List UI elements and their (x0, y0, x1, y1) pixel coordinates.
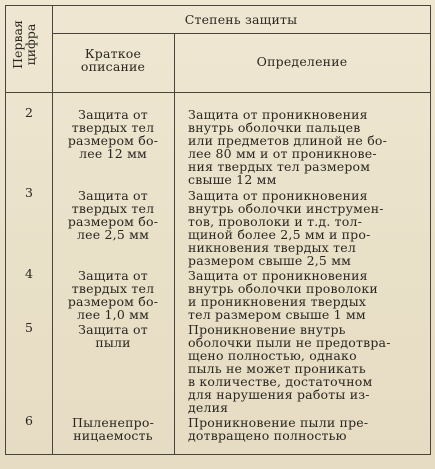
row-short-description: Защита от твердых тел размером бо- лее 2,5 мм (67, 188, 159, 242)
column-divider-2 (174, 33, 175, 455)
table-right-border (430, 5, 431, 455)
header-short-description: Краткое описание (80, 46, 146, 74)
row-digit: 3 (25, 185, 33, 200)
header-protection-degree: Степень защиты (184, 12, 298, 27)
row-short-description: Защита от твердых тел размером бо- лее 1,0 мм (67, 268, 159, 322)
row-digit: 5 (25, 320, 33, 335)
header-first-digit: Первая цифра (10, 20, 38, 69)
row-short-description: Пыленепро- ницаемость (72, 415, 154, 443)
row-digit: 4 (25, 266, 33, 281)
row-definition: Проникновение внутрь оболочки пыли не предотвра- щено полностью, однако пыль не может проникать в количестве, достаточном для нарушения работы из- делия (188, 322, 391, 415)
header-bottom-border (5, 92, 430, 93)
row-digit: 2 (25, 105, 33, 120)
row-definition: Защита от проникновения внутрь оболочки пальцев или предметов длиной не бо- лее 80 мм и от проникнове- ния твердых тел размером свыше 12 мм (188, 107, 388, 187)
row-definition: Проникновение пыли пре- дотвращено полностью (188, 415, 369, 443)
header-definition: Определение (256, 54, 348, 69)
row-definition: Защита от проникновения внутрь оболочки проволоки и проникновения твердых тел размером свыше 1 мм (188, 268, 378, 322)
table-bottom-border (5, 454, 430, 455)
table-left-border (5, 5, 6, 455)
row-definition: Защита от проникновения внутрь оболочки инструмен- тов, проволоки и т.д. тол- щиной более 2,5 мм и про- никновения твердых тел размером свыше 2,5 мм (188, 188, 384, 268)
row-digit: 6 (25, 413, 33, 428)
row-short-description: Защита от твердых тел размером бо- лее 12 мм (67, 107, 159, 161)
table-top-border (5, 5, 430, 6)
row-short-description: Защита от пыли (78, 322, 148, 350)
header-subdivider (52, 33, 430, 34)
